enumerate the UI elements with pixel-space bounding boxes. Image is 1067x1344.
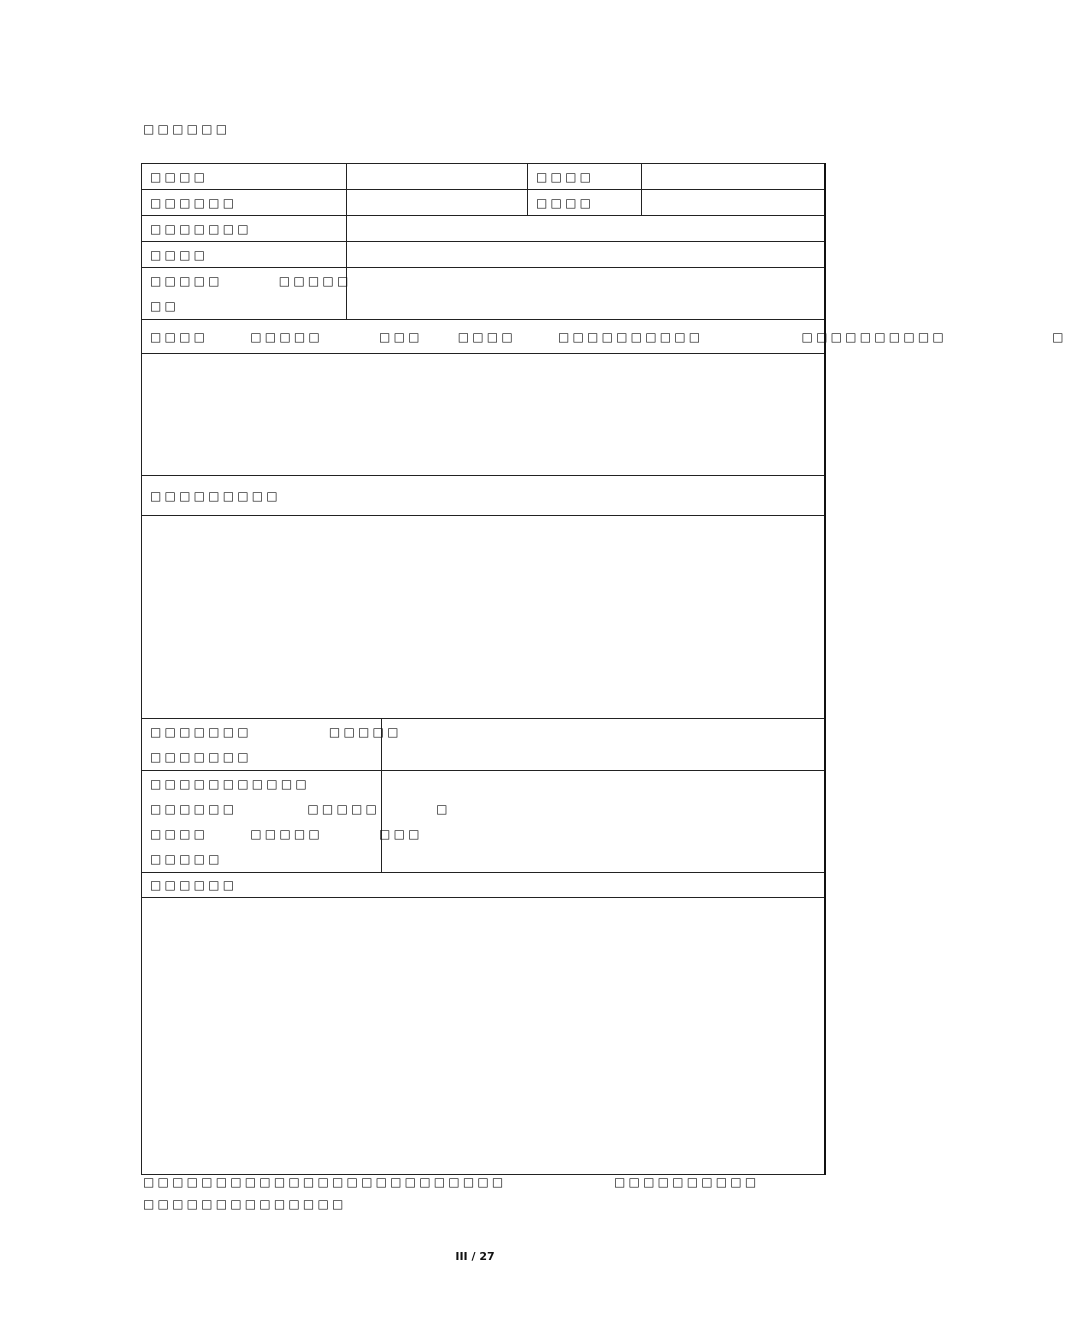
text-area-cell[interactable]	[142, 898, 825, 1175]
table-row	[142, 476, 825, 516]
table-row	[142, 898, 825, 1175]
section-header: □□□□□□	[142, 873, 825, 898]
input-cell[interactable]	[347, 190, 528, 216]
page-title: □□□□□□	[143, 122, 231, 136]
text-area-cell[interactable]	[142, 354, 825, 476]
table-row	[142, 164, 825, 190]
label-line: □□□□□□□□□□□	[150, 777, 310, 791]
label-line: □□□□□□□	[150, 750, 252, 764]
table-row	[142, 190, 825, 216]
label-line: □□□□□	[150, 852, 223, 866]
label-cell: □□□□□□	[142, 190, 347, 216]
table-row	[142, 354, 825, 476]
table-row	[142, 719, 825, 771]
input-cell[interactable]	[642, 190, 825, 216]
table-row	[142, 873, 825, 898]
label-cell	[142, 771, 451, 873]
form-table	[141, 163, 1067, 1175]
label-cell: □□□□	[142, 242, 347, 268]
footer-line: □□□□□□□□□□□□□□□□□□□□□□□□□	[143, 1175, 507, 1189]
label-line: □□□□ □□□□□ □□□	[150, 827, 423, 841]
input-cell[interactable]	[642, 164, 825, 190]
label-line: □□	[150, 299, 180, 313]
table-row	[142, 216, 825, 242]
label-cell: □□□□	[528, 190, 642, 216]
table-row	[142, 268, 825, 320]
section-header: □□□□ □□□□□ □□□ □□□□ □□□□□□□□□□ □□□□□□□□□□ □	[142, 320, 825, 354]
label-line: □□□□□ □□□□□	[150, 274, 352, 288]
input-cell[interactable]	[347, 164, 528, 190]
footer-note	[143, 1171, 506, 1215]
input-cell[interactable]	[347, 216, 825, 242]
table-row	[142, 516, 825, 719]
input-cell[interactable]	[347, 268, 825, 320]
table-row	[142, 242, 825, 268]
label-line: □□□□□□□ □□□□□	[150, 725, 402, 739]
label-cell: □□□□□□□	[142, 216, 347, 242]
footer-line: □□□□□□□□□□□□□□	[143, 1197, 347, 1211]
text-area-cell[interactable]	[142, 516, 825, 719]
label-cell: □□□□	[142, 164, 347, 190]
table-row	[142, 771, 825, 873]
footer-note-right: □□□□□□□□□□	[614, 1175, 760, 1189]
input-cell[interactable]	[347, 242, 825, 268]
table-row	[142, 320, 825, 354]
label-cell	[142, 268, 352, 320]
section-header: □□□□□□□□□	[142, 476, 825, 516]
label-cell: □□□□	[528, 164, 642, 190]
input-cell[interactable]	[382, 771, 825, 873]
label-line: □□□□□□ □□□□□ □	[150, 802, 451, 816]
page-number: III / 27	[455, 1250, 495, 1263]
input-cell[interactable]	[382, 719, 825, 771]
label-cell	[142, 719, 402, 771]
